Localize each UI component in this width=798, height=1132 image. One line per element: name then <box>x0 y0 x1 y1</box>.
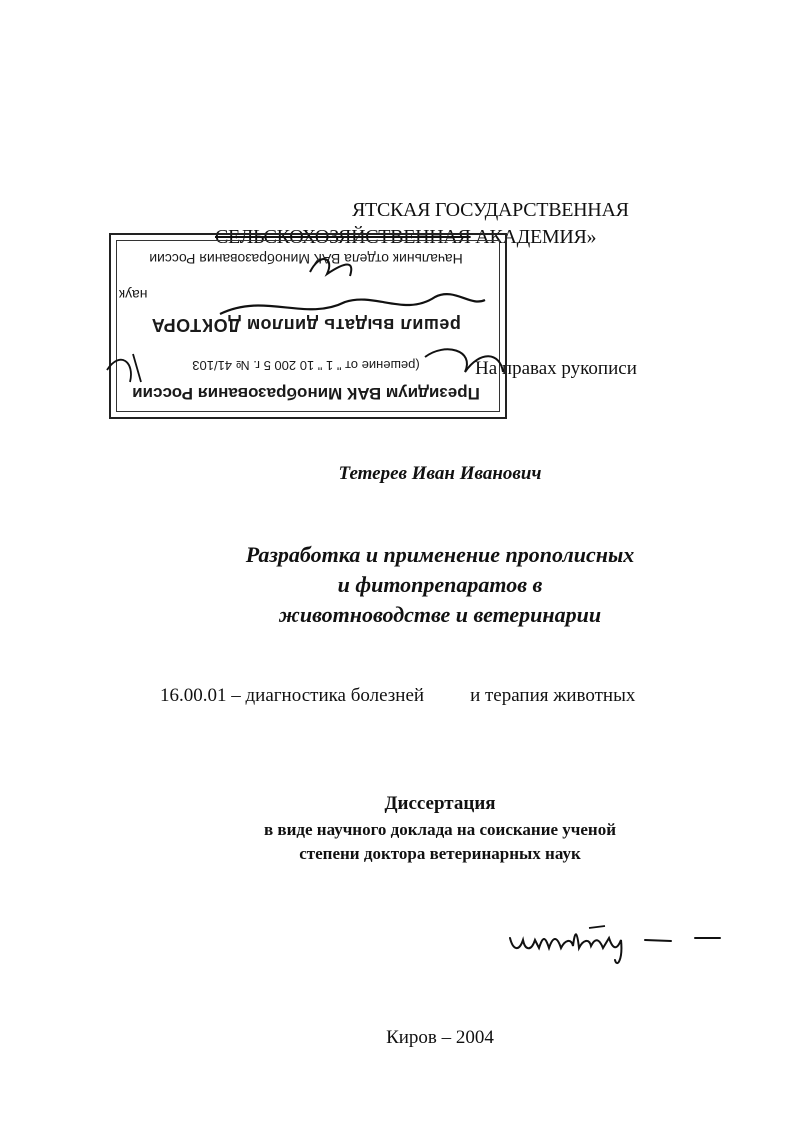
stamp-signature-icon <box>105 232 515 422</box>
city-year: Киров – 2004 <box>386 1027 494 1048</box>
stamp-line-3: решил выдать диплом ДОКТОРА <box>151 315 461 335</box>
degree-line-1: Диссертация <box>384 793 496 814</box>
degree-line-2: в виде научного доклада на соискание ученой <box>263 820 617 839</box>
dissertation-title <box>0 540 798 630</box>
specialty-part-1: 16.00.01 – диагностика болезней <box>160 685 425 706</box>
stamp-line-5: Начальник отдела ВАК Минобразования России <box>149 251 463 267</box>
specialty-part-2: и терапия животных <box>470 685 636 706</box>
specialty-code <box>160 685 635 707</box>
organization-rest: АКАДЕМИЯ» <box>470 226 597 248</box>
author-name: Тетерев Иван Иванович <box>338 463 542 484</box>
degree-line-3: степени доктора ветеринарных наук <box>299 844 581 863</box>
manuscript-rights-note: На правах рукописи <box>475 358 637 379</box>
title-line-1: Разработка и применение прополисных <box>245 542 635 567</box>
stamp-line-1: Президиум ВАК Минобразования России <box>132 384 480 403</box>
organization-line-1: ЯТСКАЯ ГОСУДАРСТВЕННАЯ <box>352 199 629 221</box>
organization-struck-word: СЕЛЬСКОХОЗЯЙСТВЕННАЯ <box>215 226 471 248</box>
degree-statement <box>0 790 798 866</box>
stamp-line-2: (решение от " 1 " 10 200 5 г. № 41/103 <box>192 358 420 373</box>
author-signature-icon <box>505 910 735 970</box>
title-line-2: и фитопрепаратов в <box>337 572 543 597</box>
title-line-3: животноводстве и ветеринарии <box>278 602 602 627</box>
stamp-line-4: наук <box>119 287 148 303</box>
